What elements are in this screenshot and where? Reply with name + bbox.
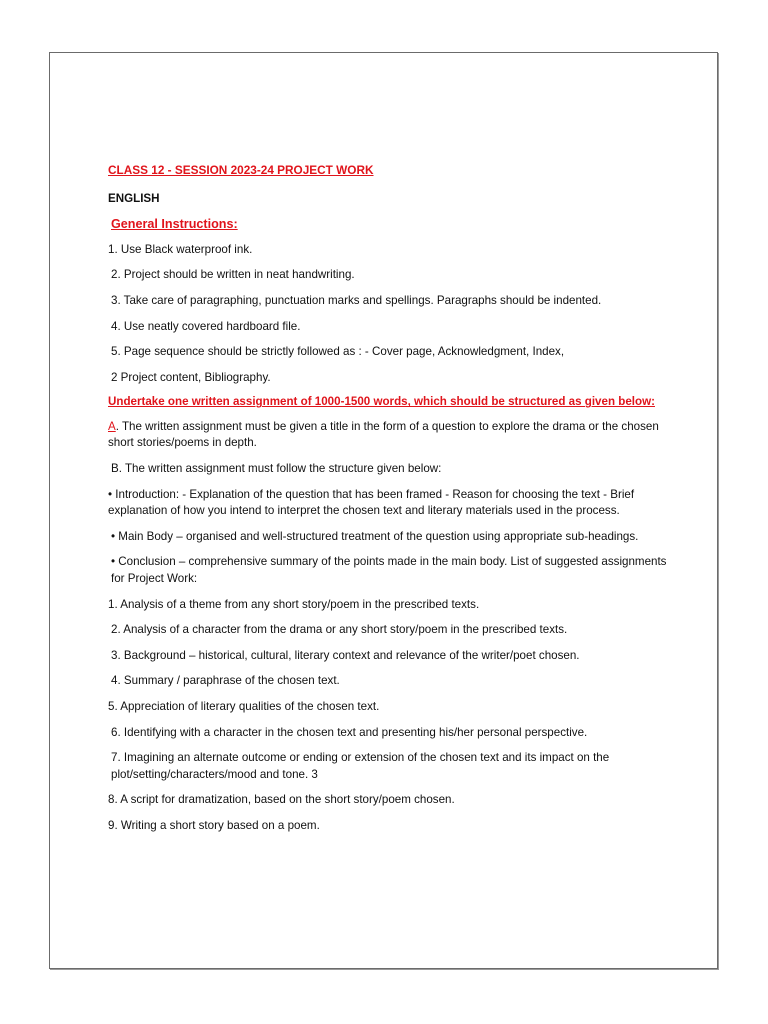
- instruction-item: 4. Use neatly covered hardboard file.: [111, 319, 301, 333]
- point-b: B. The written assignment must follow the structure given below:: [111, 462, 442, 476]
- instruction-item: 1. Use Black waterproof ink.: [108, 242, 253, 256]
- point-a: [108, 419, 668, 452]
- instruction-item: 2 Project content, Bibliography.: [111, 370, 271, 384]
- suggestion-item: 3. Background – historical, cultural, literary context and relevance of the writer/poet chosen.: [111, 648, 580, 662]
- point-a-letter: A: [108, 419, 116, 433]
- assignment-note: Undertake one written assignment of 1000-1500 words, which should be structured as given below:: [108, 395, 655, 409]
- general-instructions-heading: General Instructions:: [111, 217, 238, 232]
- instruction-item: 5. Page sequence should be strictly followed as : - Cover page, Acknowledgment, Index,: [111, 345, 565, 359]
- suggestion-item: 5. Appreciation of literary qualities of the chosen text.: [108, 699, 380, 713]
- suggestion-item: 8. A script for dramatization, based on the short story/poem chosen.: [108, 793, 455, 807]
- suggestion-item: 2. Analysis of a character from the drama or any short story/poem in the prescribed texts.: [111, 623, 568, 637]
- suggestion-item: 9. Writing a short story based on a poem.: [108, 818, 320, 832]
- suggestion-item: 6. Identifying with a character in the chosen text and presenting his/her personal perspective.: [111, 725, 588, 739]
- instruction-item: 3. Take care of paragraphing, punctuation marks and spellings. Paragraphs should be indented.: [111, 293, 602, 307]
- document-title: CLASS 12 - SESSION 2023-24 PROJECT WORK: [108, 163, 374, 177]
- structure-item: • Main Body – organised and well-structured treatment of the question using appropriate sub-headings.: [111, 529, 639, 543]
- subject-label: ENGLISH: [108, 191, 160, 205]
- instruction-item: 2. Project should be written in neat handwriting.: [111, 268, 355, 282]
- suggestion-item: 4. Summary / paraphrase of the chosen text.: [111, 674, 340, 688]
- structure-item: • Introduction: - Explanation of the question that has been framed - Reason for choosing the text - Brief explanation of how you intend to interpret the chosen text and literary materials used in the process.: [108, 487, 635, 518]
- suggestion-item: 1. Analysis of a theme from any short story/poem in the prescribed texts.: [108, 597, 480, 611]
- point-a-text: . The written assignment must be given a title in the form of a question to explore the drama or the chosen short stories/poems in depth.: [108, 419, 659, 450]
- document-content: [108, 162, 668, 835]
- suggestion-item: 7. Imagining an alternate outcome or ending or extension of the chosen text and its impact on the plot/setting/characters/mood and tone. 3: [111, 751, 610, 781]
- structure-item: • Conclusion – comprehensive summary of the points made in the main body. List of suggested assignments for Project Work:: [111, 555, 667, 585]
